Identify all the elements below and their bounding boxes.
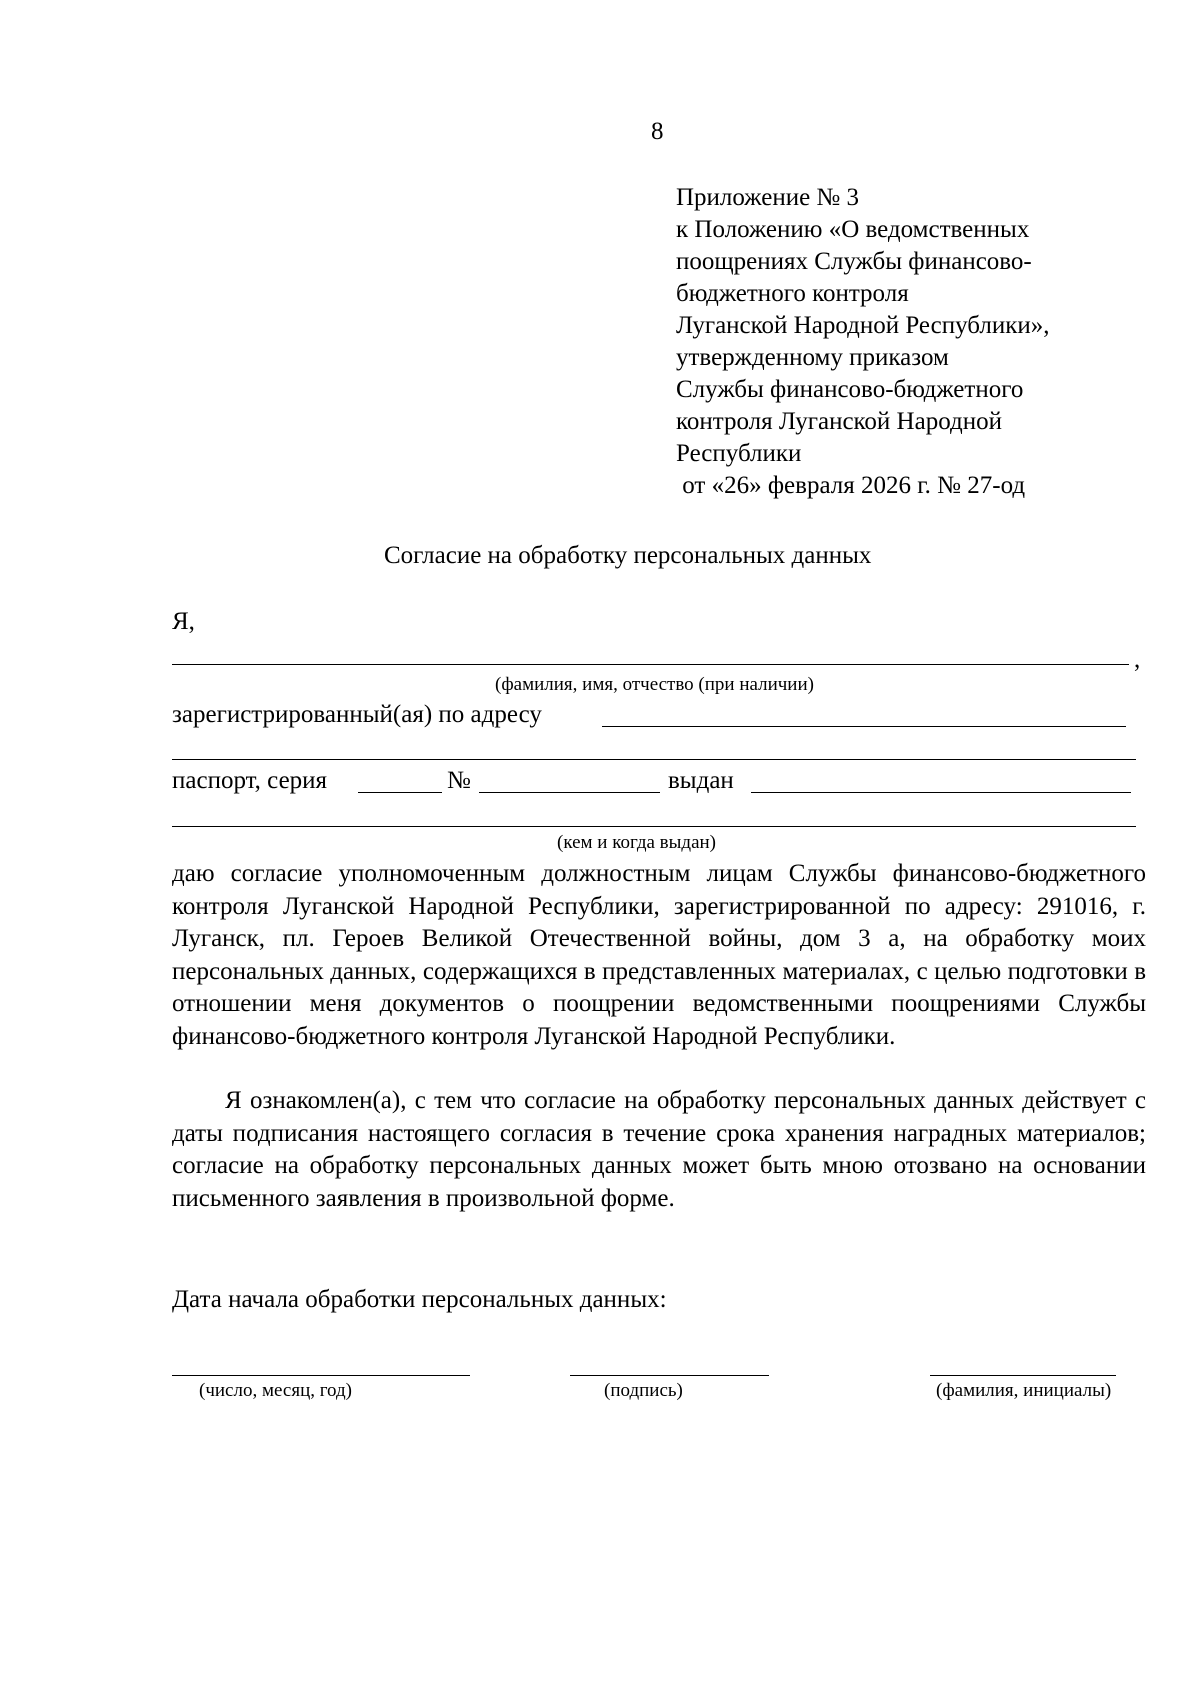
page-number: 8 [651, 118, 664, 145]
appendix-line: поощрениях Службы финансово- [676, 248, 1032, 275]
fio-comma: , [1134, 646, 1141, 673]
passport-label: паспорт, серия [172, 767, 328, 794]
passport-series-line[interactable] [358, 792, 442, 793]
signature-caption: (подпись) [604, 1380, 683, 1401]
appendix-line: Республики [676, 440, 802, 467]
address-label: зарегистрированный(ая) по адресу [172, 701, 542, 728]
address-field-line-2[interactable] [172, 759, 1136, 760]
document-title: Согласие на обработку персональных данных [384, 542, 872, 569]
issued-caption: (кем и когда выдан) [557, 832, 717, 853]
issued-by-line-2[interactable] [172, 826, 1136, 827]
appendix-line: Луганской Народной Республики», [676, 312, 1050, 339]
ya-label: Я, [172, 608, 195, 635]
fio-field-line[interactable] [172, 664, 1129, 665]
name-signature-line[interactable] [930, 1375, 1116, 1376]
address-field-line[interactable] [602, 726, 1126, 727]
date-caption: (число, месяц, год) [199, 1380, 353, 1401]
issued-label: выдан [668, 767, 734, 794]
consent-paragraph: даю согласие уполномоченным должностным лицам Службы финансово-бюджетного контроля Луганской Народной Республики, зарегистрированной по адресу: 291016, г. Луганск, пл. Героев Великой Отечественной войны, дом 3 а, на обработку моих персональных данных, содержащихся в представленных материалах, с целью подготовки в отношении меня документов о поощрении ведомственными поощрениями Службы финансово-бюджетного контроля Луганской Народной Республики. [172, 860, 1146, 1050]
appendix-line: к Положению «О ведомственных [676, 216, 1030, 243]
start-date-label: Дата начала обработки персональных данных: [172, 1286, 667, 1313]
acknowledgement-paragraph: Я ознакомлен(а), с тем что согласие на обработку персональных данных действует с даты подписания настоящего согласия в течение срока хранения наградных материалов; согласие на обработку персональных данных может быть мною отозвано на основании письменного заявления в произвольной форме. [172, 1087, 1146, 1212]
signature-line[interactable] [570, 1375, 769, 1376]
appendix-line: утвержденному приказом [676, 344, 949, 371]
appendix-line: бюджетного контроля [676, 280, 909, 307]
appendix-line: Службы финансово-бюджетного [676, 376, 1024, 403]
appendix-line: Приложение № 3 [676, 184, 860, 211]
date-signature-line[interactable] [172, 1375, 470, 1376]
appendix-line: контроля Луганской Народной [676, 408, 1002, 435]
appendix-line: от «26» февраля 2026 г. № 27-од [676, 472, 1026, 499]
passport-number-line[interactable] [479, 792, 660, 793]
fio-caption: (фамилия, имя, отчество (при наличии) [495, 674, 814, 695]
issued-by-line[interactable] [751, 792, 1131, 793]
name-caption: (фамилия, инициалы) [936, 1380, 1112, 1401]
passport-number-label: № [447, 767, 471, 794]
